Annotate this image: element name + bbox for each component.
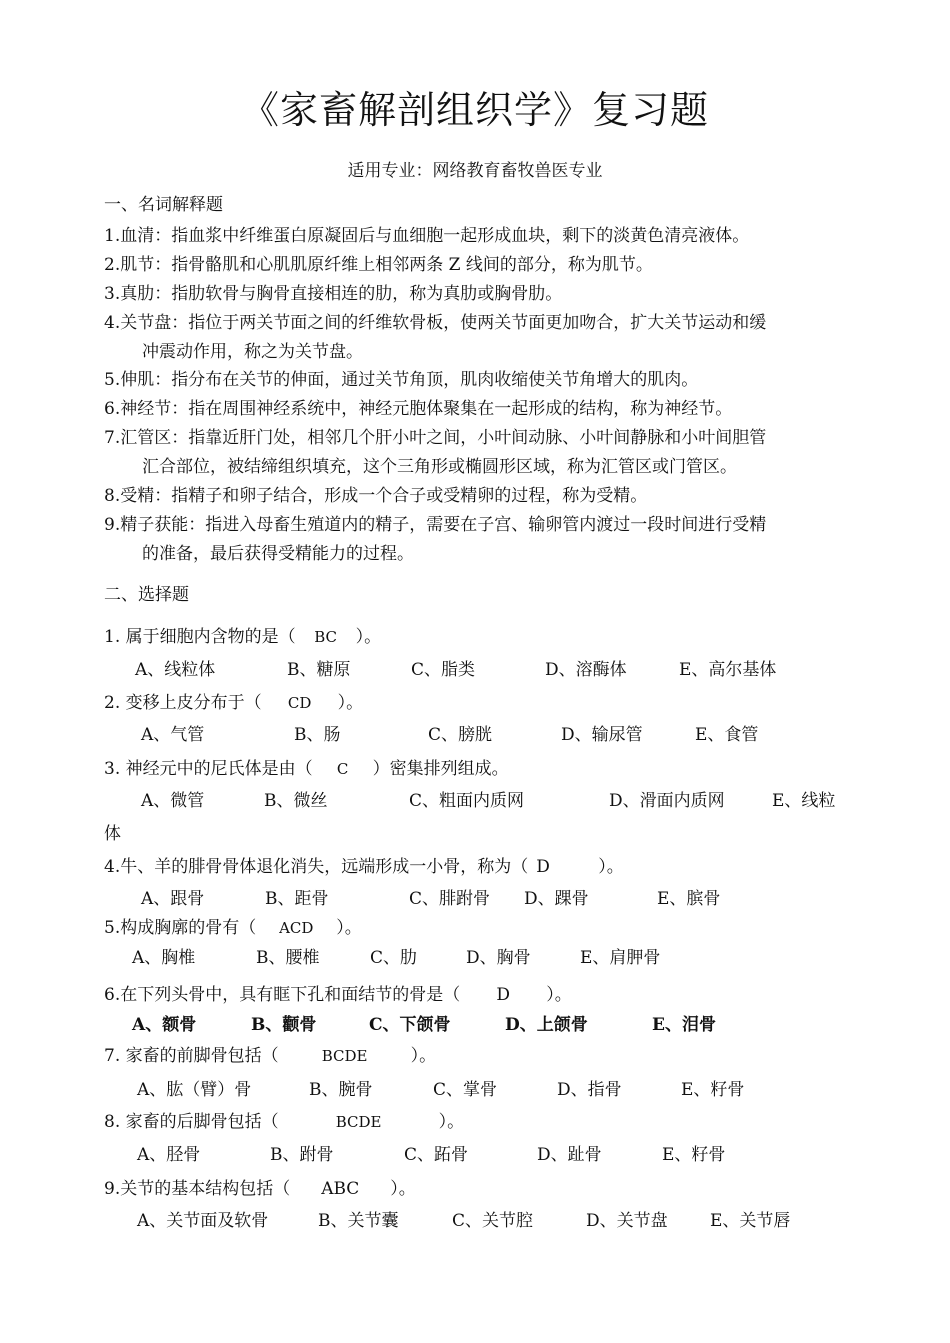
option-e: E、膑骨 <box>657 889 721 909</box>
definition-item: 2.肌节：指骨骼肌和心肌肌原纤维上相邻两条 Z 线间的部分，称为肌节。 <box>104 255 653 275</box>
option-d: D、关节盘 <box>586 1211 668 1231</box>
option-e: E、高尔基体 <box>679 660 777 680</box>
option-e: E、线粒 <box>772 791 836 811</box>
question-text: 5.构成胸廓的骨有（ <box>104 918 257 938</box>
question-answer: BC <box>314 628 338 646</box>
question-answer: BCDE <box>321 1047 368 1065</box>
question-answer: ABC <box>321 1179 360 1199</box>
question-tail: ）。 <box>438 1112 465 1132</box>
definition-item: 1.血清：指血浆中纤维蛋白原凝固后与血细胞一起形成血块，剩下的淡黄色清亮液体。 <box>104 226 750 246</box>
question-tail: ）。 <box>390 1179 416 1199</box>
option-c: C、腓跗骨 <box>409 889 491 909</box>
question-stem <box>104 1176 854 1202</box>
question-text: 8. 家畜的后脚骨包括（ <box>104 1112 279 1132</box>
option-c: C、膀胱 <box>428 725 493 745</box>
option-c: C、掌骨 <box>433 1080 498 1100</box>
option-b: B、距骨 <box>265 889 329 909</box>
option-d: D、指骨 <box>557 1080 622 1100</box>
question-tail: ）。 <box>598 857 624 877</box>
question-tail: ）密集排列组成。 <box>372 759 509 779</box>
definition-item: 8.受精：指精子和卵子结合，形成一个合子或受精卵的过程，称为受精。 <box>104 486 648 506</box>
definition-item: 9.精子获能：指进入母畜生殖道内的精子，需要在子宫、输卵管内渡过一段时间进行受精 <box>104 515 767 535</box>
question-stem <box>104 1109 854 1135</box>
option-e: E、食管 <box>695 725 759 745</box>
question-answer: BCDE <box>335 1113 382 1131</box>
option-d: D、胸骨 <box>466 948 531 968</box>
question-stem <box>104 756 854 782</box>
option-e: E、籽骨 <box>681 1080 745 1100</box>
option-a: A、关节面及软骨 <box>137 1211 269 1231</box>
section-heading-definitions: 一、名词解释题 <box>104 195 223 215</box>
question-tail: ）。 <box>355 627 382 647</box>
question-stem <box>104 690 854 716</box>
option-a: A、胸椎 <box>132 948 196 968</box>
question-text: 6.在下列头骨中，具有眶下孔和面结节的骨是（ <box>104 985 461 1005</box>
question-answer: D <box>536 857 550 877</box>
question-tail: ）。 <box>337 693 364 713</box>
option-c: C、肋 <box>370 948 418 968</box>
definition-item: 3.真肋：指肋软骨与胸骨直接相连的肋，称为真肋或胸骨肋。 <box>104 284 563 304</box>
option-b: B、腰椎 <box>256 948 320 968</box>
question-tail: ）。 <box>410 1046 437 1066</box>
question-text: 4.牛、羊的腓骨骨体退化消失，远端形成一小骨，称为（ <box>104 857 529 877</box>
option-c: C、粗面内质网 <box>409 791 525 811</box>
option-a: A、线粒体 <box>135 660 216 680</box>
option-a: A、胫骨 <box>137 1145 201 1165</box>
definition-item-continuation: 的准备，最后获得受精能力的过程。 <box>142 544 414 564</box>
question-text: 1. 属于细胞内含物的是（ <box>104 627 296 647</box>
definition-item: 4.关节盘：指位于两关节面之间的纤维软骨板，使两关节面更加吻合，扩大关节运动和缓 <box>104 313 767 333</box>
definition-item-continuation: 冲震动作用，称之为关节盘。 <box>142 342 363 362</box>
option-a: A、气管 <box>141 725 205 745</box>
question-answer: C <box>336 760 349 778</box>
option-c: C、脂类 <box>411 660 476 680</box>
option-a: A、微管 <box>141 791 205 811</box>
option-e: E、关节唇 <box>710 1211 791 1231</box>
question-stem <box>104 1043 854 1069</box>
question-stem <box>104 624 854 650</box>
question-text: 9.关节的基本结构包括（ <box>104 1179 291 1199</box>
section-heading-choices: 二、选择题 <box>104 585 189 605</box>
option-d: D、滑面内质网 <box>609 791 725 811</box>
option-e: E、肩胛骨 <box>580 948 661 968</box>
option-b: B、关节囊 <box>318 1211 399 1231</box>
option-e: E、泪骨 <box>652 1015 716 1035</box>
question-answer: D <box>496 985 511 1005</box>
question-tail: ）。 <box>336 918 362 938</box>
option-c: C、关节腔 <box>452 1211 534 1231</box>
option-d: D、上颌骨 <box>505 1015 588 1035</box>
option-d: D、输尿管 <box>561 725 643 745</box>
question-stem <box>104 854 854 880</box>
question-text: 2. 变移上皮分布于（ <box>104 693 262 713</box>
option-b: B、跗骨 <box>270 1145 334 1165</box>
option-a: A、肱（臂）骨 <box>137 1080 252 1100</box>
question-stem <box>104 915 854 941</box>
page-subtitle: 适用专业：网络教育畜牧兽医专业 <box>347 161 603 181</box>
option-c: C、跖骨 <box>404 1145 469 1165</box>
option-a: A、跟骨 <box>141 889 205 909</box>
option-d: D、溶酶体 <box>545 660 627 680</box>
option-b: B、微丝 <box>264 791 328 811</box>
option-e: E、籽骨 <box>662 1145 726 1165</box>
question-answer: ACD <box>279 919 314 937</box>
definition-item: 6.神经节：指在周围神经系统中，神经元胞体聚集在一起形成的结构，称为神经节。 <box>104 399 733 419</box>
option-b: B、肠 <box>294 725 341 745</box>
definition-item: 7.汇管区：指靠近肝门处，相邻几个肝小叶之间，小叶间动脉、小叶间静脉和小叶间胆管 <box>104 428 767 448</box>
definition-item-continuation: 汇合部位，被结缔组织填充，这个三角形或椭圆形区域，称为汇管区或门管区。 <box>142 457 737 477</box>
option-b: B、颧骨 <box>251 1015 317 1035</box>
question-text: 3. 神经元中的尼氏体是由（ <box>104 759 313 779</box>
question-answer: CD <box>287 694 312 712</box>
option-a: A、额骨 <box>132 1015 197 1035</box>
question-stem <box>104 982 854 1008</box>
option-e-wrap: 体 <box>104 824 121 844</box>
definition-item: 5.伸肌：指分布在关节的伸面，通过关节角顶，肌肉收缩使关节角增大的肌肉。 <box>104 370 699 390</box>
question-tail: ）。 <box>546 985 572 1005</box>
option-d: D、趾骨 <box>537 1145 602 1165</box>
option-b: B、糖原 <box>287 660 351 680</box>
option-b: B、腕骨 <box>309 1080 373 1100</box>
page-title: 《家畜解剖组织学》复习题 <box>240 88 709 132</box>
option-d: D、踝骨 <box>524 889 589 909</box>
option-c: C、下颌骨 <box>369 1015 451 1035</box>
question-text: 7. 家畜的前脚骨包括（ <box>104 1046 279 1066</box>
